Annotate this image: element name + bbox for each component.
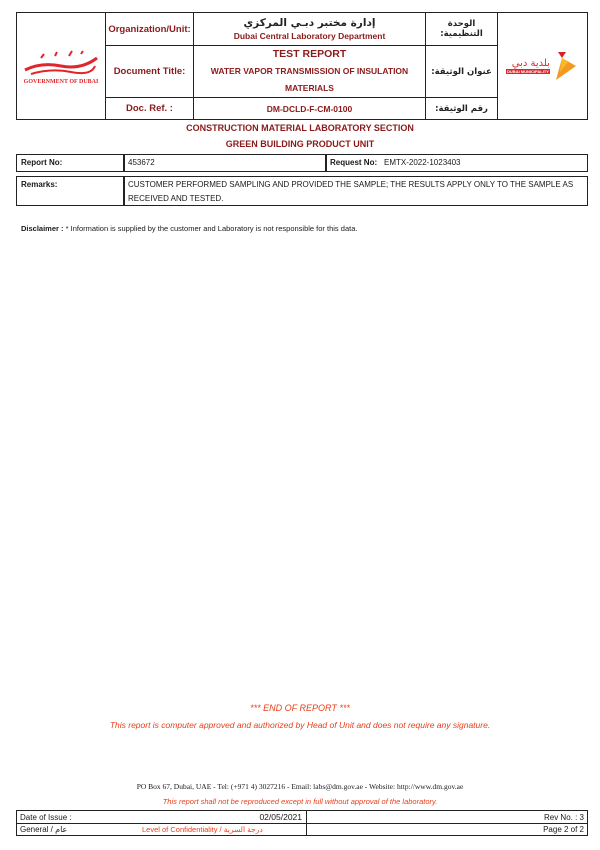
dm-logo-arabic: بلدية دبي — [511, 58, 550, 69]
divider — [123, 177, 125, 205]
disclaimer — [21, 224, 357, 233]
divider — [123, 155, 125, 171]
document-title-line3: MATERIALS — [285, 83, 334, 93]
report-no-value: 453672 — [128, 158, 155, 167]
doc-ref-value: DM-DCLD-F-CM-0100 — [194, 98, 426, 119]
date-of-issue-label: Date of Issue : — [20, 812, 72, 822]
request-no-value: EMTX-2022-1023403 — [384, 158, 461, 167]
unit-title: GREEN BUILDING PRODUCT UNIT — [225, 139, 375, 149]
request-no-label: Request No: — [330, 158, 378, 167]
doc-ref-label: Doc. Ref. : — [106, 98, 194, 119]
remarks-line-2: RECEIVED AND TESTED. — [128, 194, 224, 203]
confidentiality-general: General / عام — [20, 824, 68, 834]
remarks-row — [16, 176, 588, 206]
contact-info: PO Box 67, Dubai, UAE - Tel: (+971 4) 3027216 - Email: labs@dm.gov.ae - Website: http://www.dm.gov.ae — [136, 782, 464, 791]
divider — [306, 811, 307, 835]
end-of-report: *** END OF REPORT *** — [250, 703, 350, 713]
remarks-line-1: CUSTOMER PERFORMED SAMPLING AND PROVIDED THE SAMPLE; THE RESULTS APPLY ONLY TO THE SAMPLE AS — [128, 180, 574, 189]
doc-ref-label-arabic: رقم الوثيقة: — [426, 98, 498, 119]
document-title-label: Document Title: — [106, 46, 194, 98]
approval-statement: This report is computer approved and authorized by Head of Unit and does not require any signature. — [109, 720, 491, 730]
org-value-cell — [194, 13, 426, 46]
gov-calligraphy-icon — [21, 48, 101, 78]
date-of-issue-value: 02/05/2021 — [259, 812, 302, 822]
dm-logo-english: DUBAI MUNICIPALITY — [507, 69, 549, 74]
document-title-label-arabic: عنوان الوثيقة: — [426, 46, 498, 98]
document-title-main: TEST REPORT — [272, 48, 347, 60]
reproduction-notice: This report shall not be reproduced except in full without approval of the laboratory. — [162, 797, 438, 806]
gov-logo-text: GOVERNMENT OF DUBAI — [23, 78, 99, 85]
report-no-label: Report No: — [21, 158, 63, 167]
section-title: CONSTRUCTION MATERIAL LABORATORY SECTION — [186, 123, 414, 133]
remarks-label: Remarks: — [21, 180, 58, 189]
dubai-municipality-logo — [498, 13, 586, 119]
org-value-arabic: إدارة مختبر دبـي المركزي — [243, 17, 376, 29]
header-table — [16, 12, 588, 120]
document-title-cell — [194, 46, 426, 98]
org-label: Organization/Unit: — [106, 13, 194, 46]
footer-table — [16, 810, 588, 836]
divider — [325, 155, 327, 171]
disclaimer-label: Disclaimer : — [21, 224, 64, 233]
disclaimer-text: * Information is supplied by the customer and Laboratory is not responsible for this data. — [65, 224, 358, 233]
org-value: Dubai Central Laboratory Department — [233, 31, 386, 41]
confidentiality-level: Level of Confidentiality / درجة السرية — [142, 824, 263, 834]
document-title-line2: WATER VAPOR TRANSMISSION OF INSULATION — [210, 66, 409, 76]
report-number-row — [16, 154, 588, 172]
page-number: Page 2 of 2 — [543, 824, 584, 834]
org-label-arabic: الوحدة التنظيمية: — [426, 13, 498, 46]
government-of-dubai-logo — [17, 13, 106, 119]
dm-chevron-icon — [552, 50, 578, 82]
revision-number: Rev No. : 3 — [543, 812, 584, 822]
